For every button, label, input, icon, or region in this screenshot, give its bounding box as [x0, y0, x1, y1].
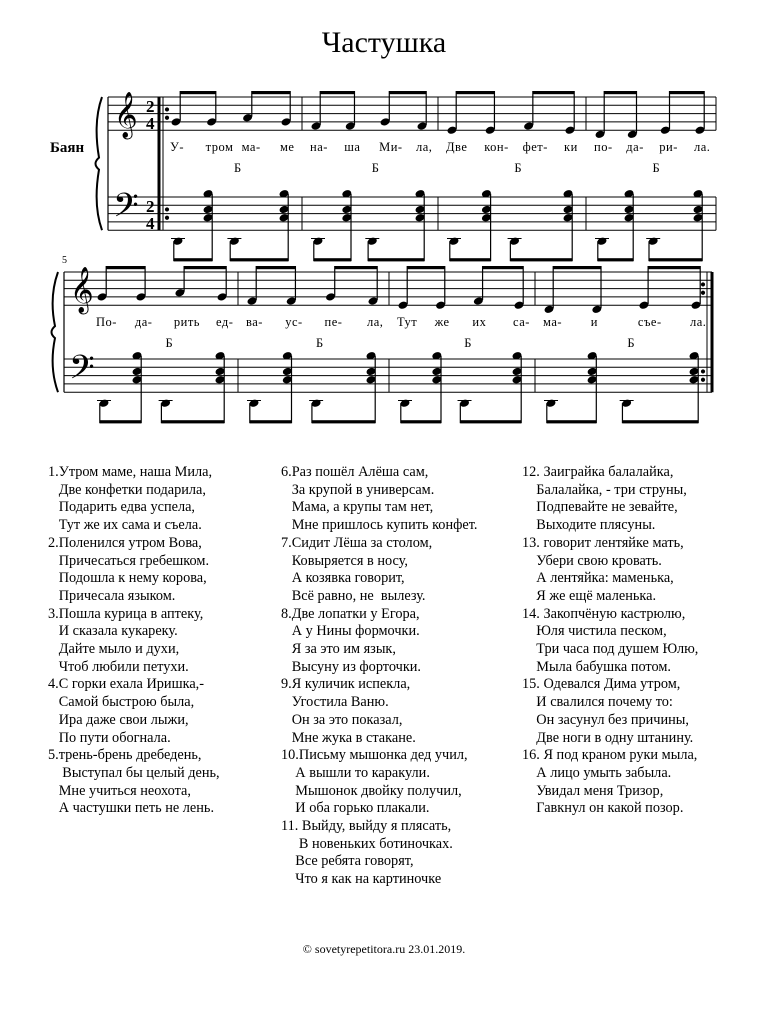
beam [456, 91, 494, 94]
lyric-syllable: ус- [285, 315, 303, 330]
lyric-syllable: по- [594, 140, 613, 155]
lyric-syllable: пе- [324, 315, 343, 330]
lyric-syllable: ма- [241, 140, 261, 155]
verse-line: Он засунул без причины, [522, 711, 689, 728]
lyric-syllable: са- [513, 315, 530, 330]
lyric-syllable: ла. [690, 315, 707, 330]
bass-beam [314, 258, 351, 261]
repeat-dot [165, 208, 168, 211]
chord-symbol: Б [514, 161, 522, 176]
lyric-syllable: кон- [484, 140, 509, 155]
chord-symbol: Б [627, 336, 635, 351]
verse-line: По пути обогнала. [48, 729, 171, 746]
bass-beam [450, 258, 491, 261]
beam [669, 91, 704, 94]
verse-line: А лицо умыть забыла. [522, 764, 672, 781]
lyric-syllable: ша [344, 140, 361, 155]
treble-clef: 𝄞 [70, 267, 94, 312]
chord-symbol: Б [652, 161, 660, 176]
verse-line: 14. Закопчёную кастрюлю, [522, 605, 686, 622]
time-signature-top: 2 [146, 97, 155, 116]
lyric-syllable: ки [564, 140, 578, 155]
lyric-syllable: фет- [522, 140, 548, 155]
time-signature-bottom: 4 [146, 214, 155, 233]
bass-beam [460, 420, 521, 423]
verse-line: 2.Поленился утром Вова, [48, 534, 202, 551]
verse-line: Две ноги в одну штанину. [522, 729, 694, 746]
verse-line: А вышли то каракули. [281, 764, 430, 781]
verse-line: Подарить едва успела, [48, 499, 196, 516]
verses-column-3 [522, 464, 698, 818]
lyric-syllable: и [590, 315, 599, 330]
bass-beam [174, 258, 212, 261]
beam [252, 91, 290, 94]
verse-line: Две конфетки подарила, [48, 481, 206, 498]
beam [553, 266, 601, 269]
lyric-syllable: ри- [659, 140, 678, 155]
verses-column-2 [281, 464, 477, 889]
beam [407, 266, 445, 269]
verse-line: 12. Заиграйка балалайка, [522, 464, 674, 480]
verse-line: 4.С горки ехала Иришка,- [48, 676, 204, 693]
lyric-syllable: съе- [637, 315, 662, 330]
verse-line: Выступал бы целый день, [48, 764, 220, 781]
lyric-syllable: их [472, 315, 487, 330]
verse-line: 1.Утром маме, наша Мила, [48, 464, 213, 480]
bass-beam [250, 420, 292, 423]
bass-beam [161, 420, 224, 423]
verses-column-1 [48, 464, 220, 818]
verse-line: За крупой в универсам. [281, 481, 435, 498]
chord-symbol: Б [371, 161, 379, 176]
lyric-syllable: ла, [416, 140, 433, 155]
bass-beam [649, 258, 702, 261]
beam [482, 266, 523, 269]
lyric-syllable: рить [173, 315, 201, 330]
beam [335, 266, 377, 269]
verse-line: А козявка говорит, [281, 570, 405, 587]
bass-beam [401, 420, 441, 423]
lyric-syllable: Тут [397, 315, 418, 330]
beam [389, 91, 426, 94]
verse-line: 3.Пошла курица в аптеку, [48, 605, 204, 622]
verse-line: Выходите плясуны. [522, 517, 656, 534]
bass-beam [100, 420, 141, 423]
bass-beam [312, 420, 375, 423]
verse-line: Мне жука в стакане. [281, 729, 416, 746]
repeat-dot [165, 116, 168, 119]
verse-line: Мыла бабушка потом. [522, 658, 671, 675]
verse-line: Чтоб любили петухи. [48, 658, 189, 675]
verse-line: Ира даже свои лыжи, [48, 711, 189, 728]
repeat-dot [701, 370, 704, 373]
verse-line: 11. Выйду, выйду я плясать, [281, 818, 452, 835]
bass-beam [598, 258, 633, 261]
copyright-footer: © sovetyrepetitora.ru 23.01.2019. [302, 942, 466, 956]
verse-line: 8.Две лопатки у Егора, [281, 605, 420, 622]
repeat-dot [701, 283, 704, 286]
verse-line: Всё равно, не вылезу. [281, 587, 426, 604]
verse-line: Дайте мыло и духи, [48, 641, 180, 658]
verse-line: Балалайка, - три струны, [522, 481, 687, 498]
lyric-syllable: ма- [543, 315, 563, 330]
chord-symbol: Б [234, 161, 242, 176]
verse-line: Самой быстрою была, [48, 694, 195, 711]
music-score [0, 0, 768, 440]
bass-beam [368, 258, 424, 261]
repeat-dot [165, 216, 168, 219]
verse-line: Он за это показал, [281, 711, 403, 728]
time-signature-top: 2 [146, 197, 155, 216]
lyric-syllable: По- [96, 315, 117, 330]
verse-line: Три часа под душем Юлю, [522, 641, 699, 658]
beam [180, 91, 216, 94]
verse-line: 15. Одевался Дима утром, [522, 676, 681, 693]
beam [256, 266, 295, 269]
brace [52, 272, 59, 392]
verse-line: Убери свою кровать. [522, 552, 662, 569]
verse-line: И сказала кукареку. [48, 623, 178, 640]
verse-line: 5.трень-брень дребедень, [48, 747, 202, 764]
beam [320, 91, 354, 94]
verse-line: 6.Раз пошёл Алёша сам, [281, 464, 429, 480]
verse-line: Я же ещё маленька. [522, 587, 657, 604]
chord-symbol: Б [464, 336, 472, 351]
instrument-label: Баян [50, 140, 85, 156]
beam [106, 266, 145, 269]
verse-line: Все ребята говорят, [281, 853, 414, 870]
verse-line: А у Нины формочки. [281, 623, 420, 640]
lyric-syllable: ла. [694, 140, 711, 155]
verse-line: Ковыряется в носу, [281, 552, 408, 569]
verse-line: 13. говорит лентяйке мать, [522, 534, 684, 551]
lyric-syllable: на- [310, 140, 328, 155]
lyric-syllable: У- [170, 140, 185, 155]
lyric-syllable: ме [280, 140, 295, 155]
bass-clef: 𝄢 [69, 349, 95, 394]
verse-line: 7.Сидит Лёша за столом, [281, 534, 433, 551]
verse-line: В новеньких ботиночках. [281, 835, 453, 852]
verse-line: Что я как на картиночке [281, 871, 442, 888]
verse-line: А частушки петь не лень. [48, 800, 215, 817]
lyric-syllable: же [434, 315, 450, 330]
verse-line: Подошла к нему корова, [48, 570, 207, 587]
verse-line: Юля чистила песком, [522, 623, 667, 640]
beam [648, 266, 700, 269]
repeat-dot [165, 108, 168, 111]
beam [184, 266, 226, 269]
measure-number: 5 [62, 255, 67, 266]
verse-line: Причесала языком. [48, 587, 176, 604]
verse-line: Высуну из форточки. [281, 658, 421, 675]
verse-line: 10.Письму мышонка дед учил, [281, 747, 468, 764]
repeat-dot [701, 378, 704, 381]
time-signature-bottom: 4 [146, 114, 155, 133]
verse-line: И свалился почему то: [522, 694, 673, 711]
bass-clef: 𝄢 [113, 187, 139, 232]
verse-line: Мне учиться неохота, [48, 782, 191, 799]
verse-line: А лентяйка: маменька, [522, 570, 674, 587]
brace [96, 97, 103, 230]
bass-beam [547, 420, 597, 423]
verse-line: Я за это им язык, [281, 641, 396, 658]
treble-clef: 𝄞 [114, 92, 138, 137]
lyric-syllable: ед- [216, 315, 234, 330]
lyric-syllable: ва- [246, 315, 263, 330]
verse-line: Мышонок двойку получил, [281, 782, 462, 799]
verse-line: Увидал меня Тризор, [522, 782, 664, 799]
lyric-syllable: да- [134, 315, 153, 330]
verse-line: 9.Я куличик испекла, [281, 676, 411, 693]
beam [533, 91, 574, 94]
verse-line: И оба горько плакали. [281, 800, 430, 817]
verse-line: 16. Я под краном руки мыла, [522, 747, 698, 764]
lyric-syllable: Ми- [379, 140, 403, 155]
lyric-syllable: Две [446, 140, 468, 155]
bass-beam [510, 258, 572, 261]
verse-line: Угостила Ваню. [281, 694, 389, 711]
lyric-syllable: да- [626, 140, 644, 155]
lyric-syllable: тром [205, 140, 234, 155]
bass-beam [622, 420, 698, 423]
verse-line: Мне пришлось купить конфет. [281, 517, 478, 534]
beam [604, 91, 636, 94]
verse-line: Гавкнул он какой позор. [522, 800, 684, 817]
lyric-syllable: ла, [367, 315, 384, 330]
verse-line: Причесаться гребешком. [48, 552, 210, 569]
verse-line: Подпевайте не зевайте, [522, 499, 678, 516]
repeat-dot [701, 291, 704, 294]
chord-symbol: Б [316, 336, 324, 351]
verse-line: Тут же их сама и съела. [48, 517, 202, 534]
page-title: Частушка [321, 26, 447, 59]
bass-beam [230, 258, 288, 261]
chord-symbol: Б [165, 336, 173, 351]
verse-line: Мама, а крупы там нет, [281, 499, 434, 516]
